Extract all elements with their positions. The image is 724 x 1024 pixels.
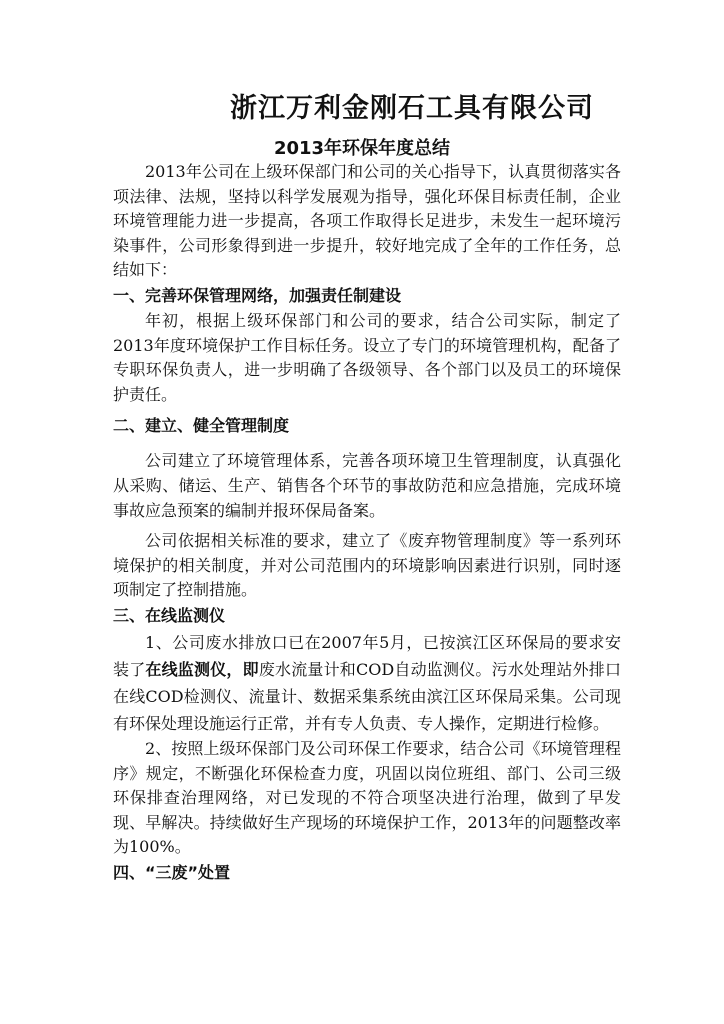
intro-paragraph: 2013年公司在上级环保部门和公司的关心指导下，认真贯彻落实各项法律、法规，坚持以科学发展观为指导，强化环保目标责任制，企业环境管理能力进一步提高，各项工作取得长足进步，未发生一起环境污染事件，公司形象得到进一步提升，较好地完成了全年的工作任务，总结如下： <box>113 162 621 280</box>
section-3-heading: 三、在线监测仪 <box>113 605 226 625</box>
section-4-heading: 四、“三废”处置 <box>113 862 231 882</box>
section-2-heading: 二、建立、健全管理制度 <box>113 416 290 436</box>
section-3-paragraph-1-rest: 废水流量计和COD自动监测仪。污水处理站外排口在线COD检测仪、流量计、数据采集系统由滨江区环保局采集。公司现有环保处理设施运行正常，并有专人负责、专人操作，定期进行检修。 <box>113 659 621 733</box>
online-monitor-emphasis: 在线监测仪，即 <box>145 659 259 679</box>
section-3-paragraph-1 <box>113 629 621 737</box>
report-subtitle: 2013年环保年度总结 <box>273 138 451 159</box>
section-3-paragraph-2: 2、按照上级环保部门及公司环保工作要求，结合公司《环境管理程序》规定，不断强化环保检查力度，巩固以岗位班组、部门、公司三级环保排查治理网络，对已发现的不符合项坚决进行治理，做到了早发现、早解决。持续做好生产现场的环境保护工作，2013年的问题整改率为100%。 <box>113 738 621 857</box>
section-3-paragraph-1-lead: 1、公司废水排放口已在2007年5月，已按滨江区环保局的要求安装了 <box>113 632 621 679</box>
company-title: 浙江万利金刚石工具有限公司 <box>230 93 594 124</box>
section-1-heading: 一、完善环保管理网络，加强责任制建设 <box>113 285 402 305</box>
document-body <box>113 160 621 886</box>
section-2-paragraph-2: 公司依据相关标准的要求，建立了《废弃物管理制度》等一系列环境保护的相关制度，并对公司范围内的环境影响因素进行识别，同时逐项制定了控制措施。 <box>113 531 621 600</box>
section-1-paragraph: 年初，根据上级环保部门和公司的要求，结合公司实际，制定了2013年度环境保护工作目标任务。设立了专门的环境管理机构，配备了专职环保负责人，进一步明确了各级领导、各个部门以及员工的环境保护责任。 <box>113 310 621 404</box>
section-2-paragraph-1: 公司建立了环境管理体系，完善各项环境卫生管理制度，认真强化从采购、储运、生产、销售各个环节的事故防范和应急措施，完成环境事故应急预案的编制并报环保局备案。 <box>113 451 621 520</box>
